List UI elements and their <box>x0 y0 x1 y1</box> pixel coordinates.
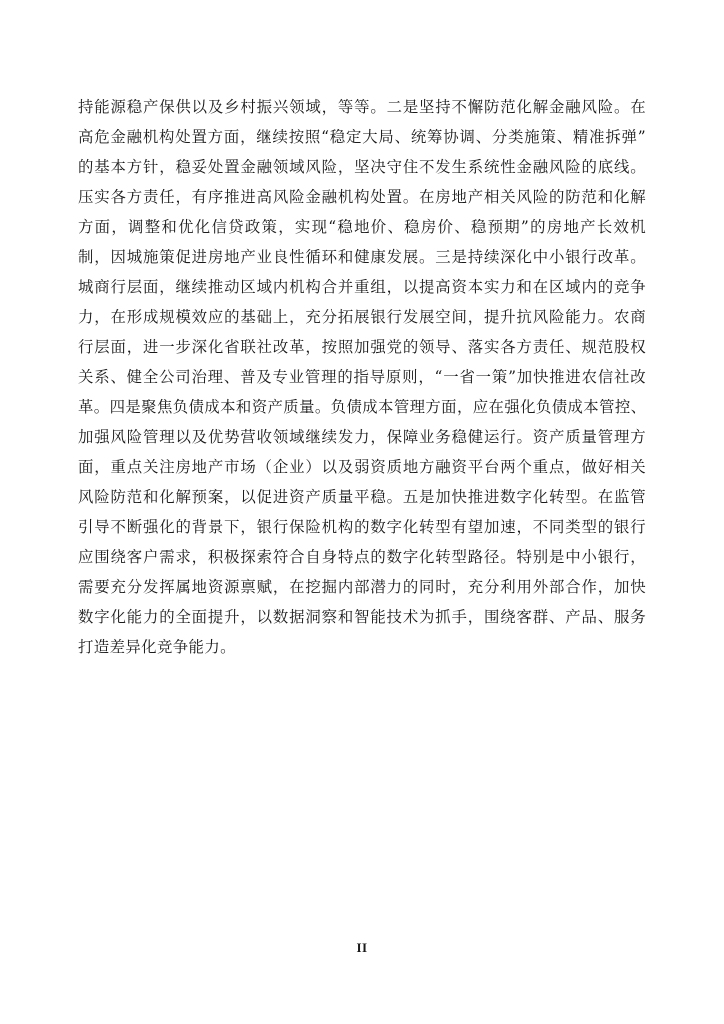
text-line: 持能源稳产保供以及乡村振兴领域，等等。二是坚持不懈防范化解金融风险。在 <box>78 98 646 116</box>
text-line: 需要充分发挥属地资源禀赋，在挖掘内部潜力的同时，充分利用外部合作，加快 <box>78 578 646 596</box>
text-line: 方面，调整和优化信贷政策，实现“稳地价、稳房价、稳预期”的房地产长效机 <box>78 218 646 236</box>
text-line: 压实各方责任，有序推进高风险金融机构处置。在房地产相关风险的防范和化解 <box>78 188 646 206</box>
text-line: 城商行层面，继续推动区域内机构合并重组，以提高资本实力和在区域内的竞争 <box>78 278 646 296</box>
page-number: II <box>356 940 368 955</box>
body-paragraph <box>78 92 646 662</box>
text-line: 应围绕客户需求，积极探索符合自身特点的数字化转型路径。特别是中小银行， <box>78 548 646 566</box>
text-line: 高危金融机构处置方面，继续按照“稳定大局、统筹协调、分类施策、精准拆弹” <box>78 128 646 146</box>
text-line: 关系、健全公司治理、普及专业管理的指导原则，“一省一策”加快推进农信社改 <box>78 368 646 386</box>
text-line: 行层面，进一步深化省联社改革，按照加强党的领导、落实各方责任、规范股权 <box>78 338 646 356</box>
text-line: 面，重点关注房地产市场（企业）以及弱资质地方融资平台两个重点，做好相关 <box>78 458 646 476</box>
text-line: 风险防范和化解预案，以促进资产质量平稳。五是加快推进数字化转型。在监管 <box>78 488 646 506</box>
text-line: 力，在形成规模效应的基础上，充分拓展银行发展空间，提升抗风险能力。农商 <box>78 308 646 326</box>
text-line: 引导不断强化的背景下，银行保险机构的数字化转型有望加速，不同类型的银行 <box>78 518 646 536</box>
text-line: 数字化能力的全面提升，以数据洞察和智能技术为抓手，围绕客群、产品、服务 <box>78 608 646 626</box>
text-line: 制，因城施策促进房地产业良性循环和健康发展。三是持续深化中小银行改革。 <box>78 248 646 266</box>
text-line: 打造差异化竞争能力。 <box>78 638 236 656</box>
text-line: 的基本方针，稳妥处置金融领域风险，坚决守住不发生系统性金融风险的底线。 <box>78 158 646 176</box>
text-line: 革。四是聚焦负债成本和资产质量。负债成本管理方面，应在强化负债成本管控、 <box>78 398 647 416</box>
text-line: 加强风险管理以及优势营收领域继续发力，保障业务稳健运行。资产质量管理方 <box>78 428 646 446</box>
